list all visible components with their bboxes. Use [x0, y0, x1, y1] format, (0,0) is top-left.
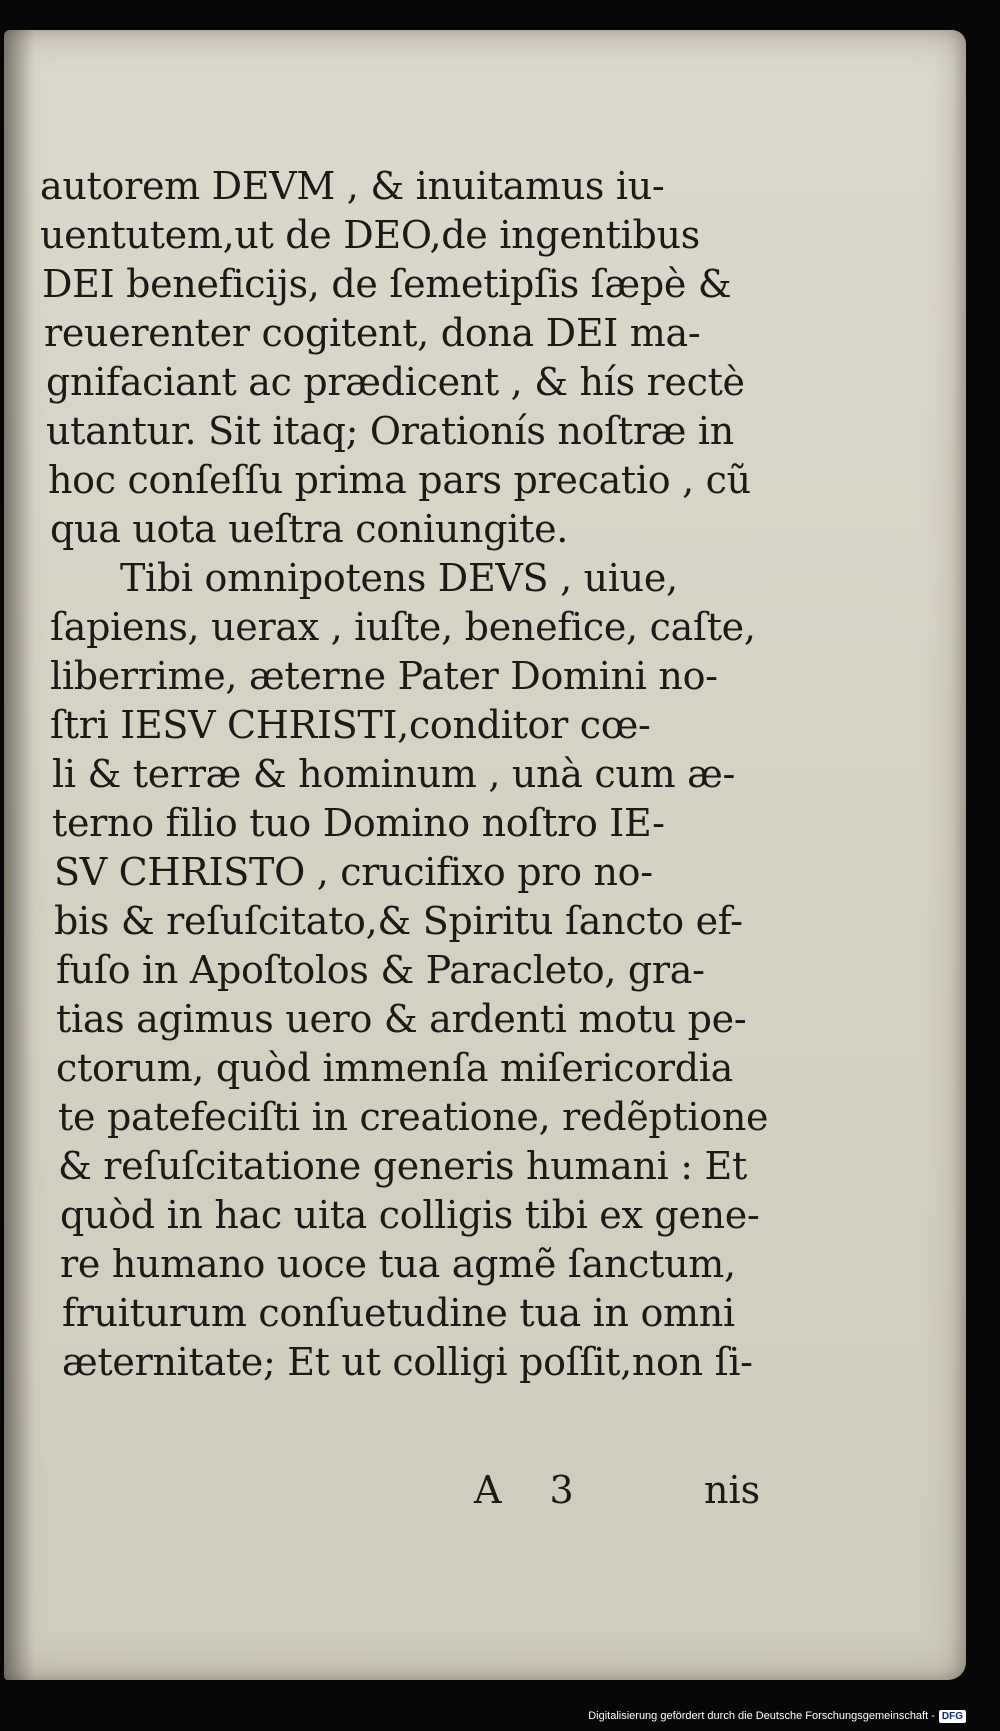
text-line: bis & reſuſcitato,& Spiritu ſancto ef- [54, 899, 743, 943]
text-line: Tibi omnipotens DEVS , uiue, [120, 556, 678, 600]
dfg-logo: DFG [939, 1710, 966, 1723]
text-line: SV CHRISTO , crucifixo pro no- [54, 850, 653, 894]
credit-text: Digitalisierung gefördert durch die Deutsche Forschungsgemeinschaft - [588, 1710, 935, 1722]
digitization-credit [588, 1705, 966, 1727]
text-line: qua uota ueſtra coniungite. [50, 507, 569, 551]
text-line: ſtri IESV CHRISTI,conditor cœ- [50, 703, 651, 747]
text-line: tias agimus uero & ardenti motu pe- [56, 997, 747, 1041]
text-line: gnifaciant ac prædicent , & hís rectè [46, 360, 745, 404]
text-line: æternitate; Et ut colligi poſſit,non ſi- [62, 1340, 753, 1384]
text-line: te patefeciſti in creatione, redẽptione [58, 1095, 769, 1139]
text-line: utantur. Sit itaq; Orationís noſtræ in [46, 409, 734, 453]
text-line: ſapiens, uerax , iuſte, benefice, caſte, [50, 605, 756, 649]
text-line: autorem DEVM , & inuitamus iu- [40, 164, 665, 208]
signature-mark: A 3 [474, 1468, 592, 1512]
text-line: fruiturum conſuetudine tua in omni [62, 1291, 735, 1335]
text-line: fuſo in Apoſtolos & Paracleto, gra- [56, 948, 705, 992]
text-line: re humano uoce tua agmẽ ſanctum, [60, 1242, 736, 1286]
text-line: uentutem,ut de DEO,de ingentibus [40, 213, 700, 257]
text-line: terno filio tuo Domino noſtro IE- [52, 801, 665, 845]
text-line: & reſuſcitatione generis humani : Et [58, 1144, 747, 1188]
catchword: nis [704, 1468, 761, 1512]
text-line: DEI beneficijs, de ſemetipſis ſæpè & [42, 262, 732, 306]
text-line: li & terræ & hominum , unà cum æ- [52, 752, 736, 796]
text-line: reuerenter cogitent, dona DEI ma- [44, 311, 701, 355]
text-line: quòd in hac uita colligis tibi ex gene- [60, 1193, 760, 1237]
text-line: liberrime, æterne Pater Domini no- [50, 654, 718, 698]
text-line: hoc conſeſſu prima pars precatio , cũ [48, 458, 751, 502]
text-line: ctorum, quòd immenſa miſericordia [56, 1046, 733, 1090]
book-page [4, 30, 966, 1680]
